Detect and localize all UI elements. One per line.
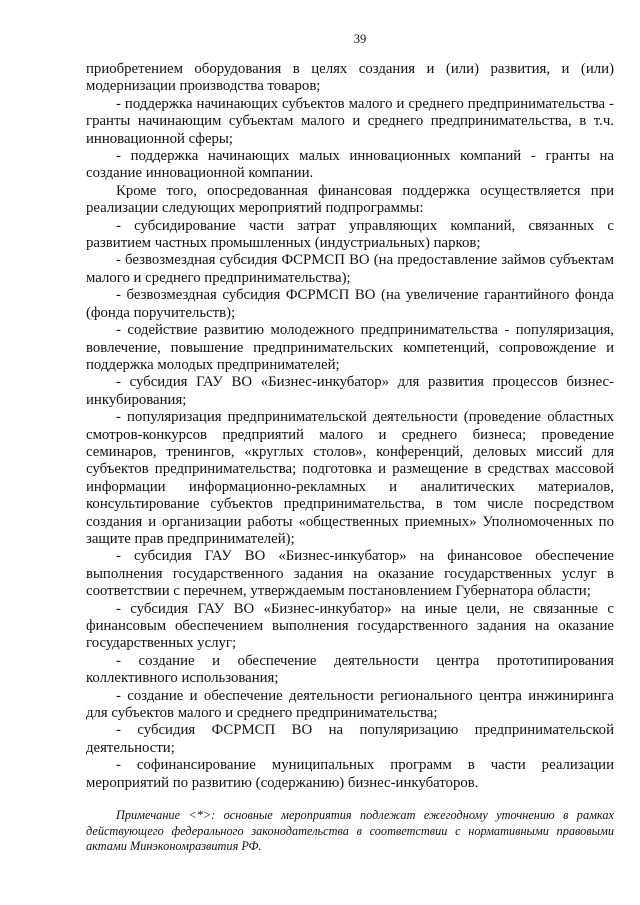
footnote: Примечание <*>: основные мероприятия подлежат ежегодному уточнению в рамках действующего федерального законодательства в соответствии с нормативными правовыми актами Минэкономразвития РФ. [86,808,614,854]
list-item: - создание и обеспечение деятельности центра прототипирования коллективного использования; [86,652,614,687]
list-item: - содействие развитию молодежного предпринимательства - популяризация, вовлечение, повышение предпринимательских компетенций, сопровождение и поддержка молодых предпринимателей; [86,322,614,373]
paragraph: приобретением оборудования в целях создания и (или) развития, и (или) модернизации производства товаров; [86,61,614,95]
list-item: - субсидирование части затрат управляющих компаний, связанных с развитием частных промышленных (индустриальных) парков; [86,217,614,252]
page-number: 39 [353,32,367,46]
list-item: - субсидия ГАУ ВО «Бизнес-инкубатор» на иные цели, не связанные с финансовым обеспечением выполнения государственного задания на оказание государственных услуг; [86,600,614,652]
list-item: - субсидия ГАУ ВО «Бизнес-инкубатор» на финансовое обеспечение выполнения государственного задания на оказание государственных услуг в соответствии с перечнем, утверждаемым постановлением Губернатора области; [86,548,614,600]
list-item: - субсидия ГАУ ВО «Бизнес-инкубатор» для развития процессов бизнес-инкубирования; [86,374,614,408]
list-item: - безвозмездная субсидия ФСРМСП ВО (на предоставление займов субъектам малого и среднего предпринимательства); [86,252,614,286]
list-item: - софинансирование муниципальных программ в части реализации мероприятий по развитию (содержанию) бизнес-инкубаторов. [86,757,614,791]
list-item: - поддержка начинающих субъектов малого и среднего предпринимательства - гранты начинающим субъектам малого и среднего предпринимательства, в т.ч. инновационной сферы; [86,95,614,147]
list-item: - популяризация предпринимательской деятельности (проведение областных смотров-конкурсов предприятий малого и среднего бизнеса; проведение семинаров, тренингов, «круглых столов», конференций, деловых миссий для субъектов предпринимательства; подготовка и размещение в средствах массовой информации информационно-рекламных и аналитических материалов, консультирование субъектов предпринимательства, в том числе посредством создания и организации работы «общественных приемных» Уполномоченных по защите прав предпринимателей); [86,409,614,547]
document-body [86,61,614,792]
paragraph: Кроме того, опосредованная финансовая поддержка осуществляется при реализации следующих мероприятий подпрограммы: [86,182,614,217]
list-item: - субсидия ФСРМСП ВО на популяризацию предпринимательской деятельности; [86,722,614,756]
list-item: - безвозмездная субсидия ФСРМСП ВО (на увеличение гарантийного фонда (фонда поручительств); [86,287,614,321]
list-item: - поддержка начинающих малых инновационных компаний - гранты на создание инновационной компании. [86,148,614,182]
list-item: - создание и обеспечение деятельности регионального центра инжиниринга для субъектов малого и среднего предпринимательства; [86,687,614,722]
